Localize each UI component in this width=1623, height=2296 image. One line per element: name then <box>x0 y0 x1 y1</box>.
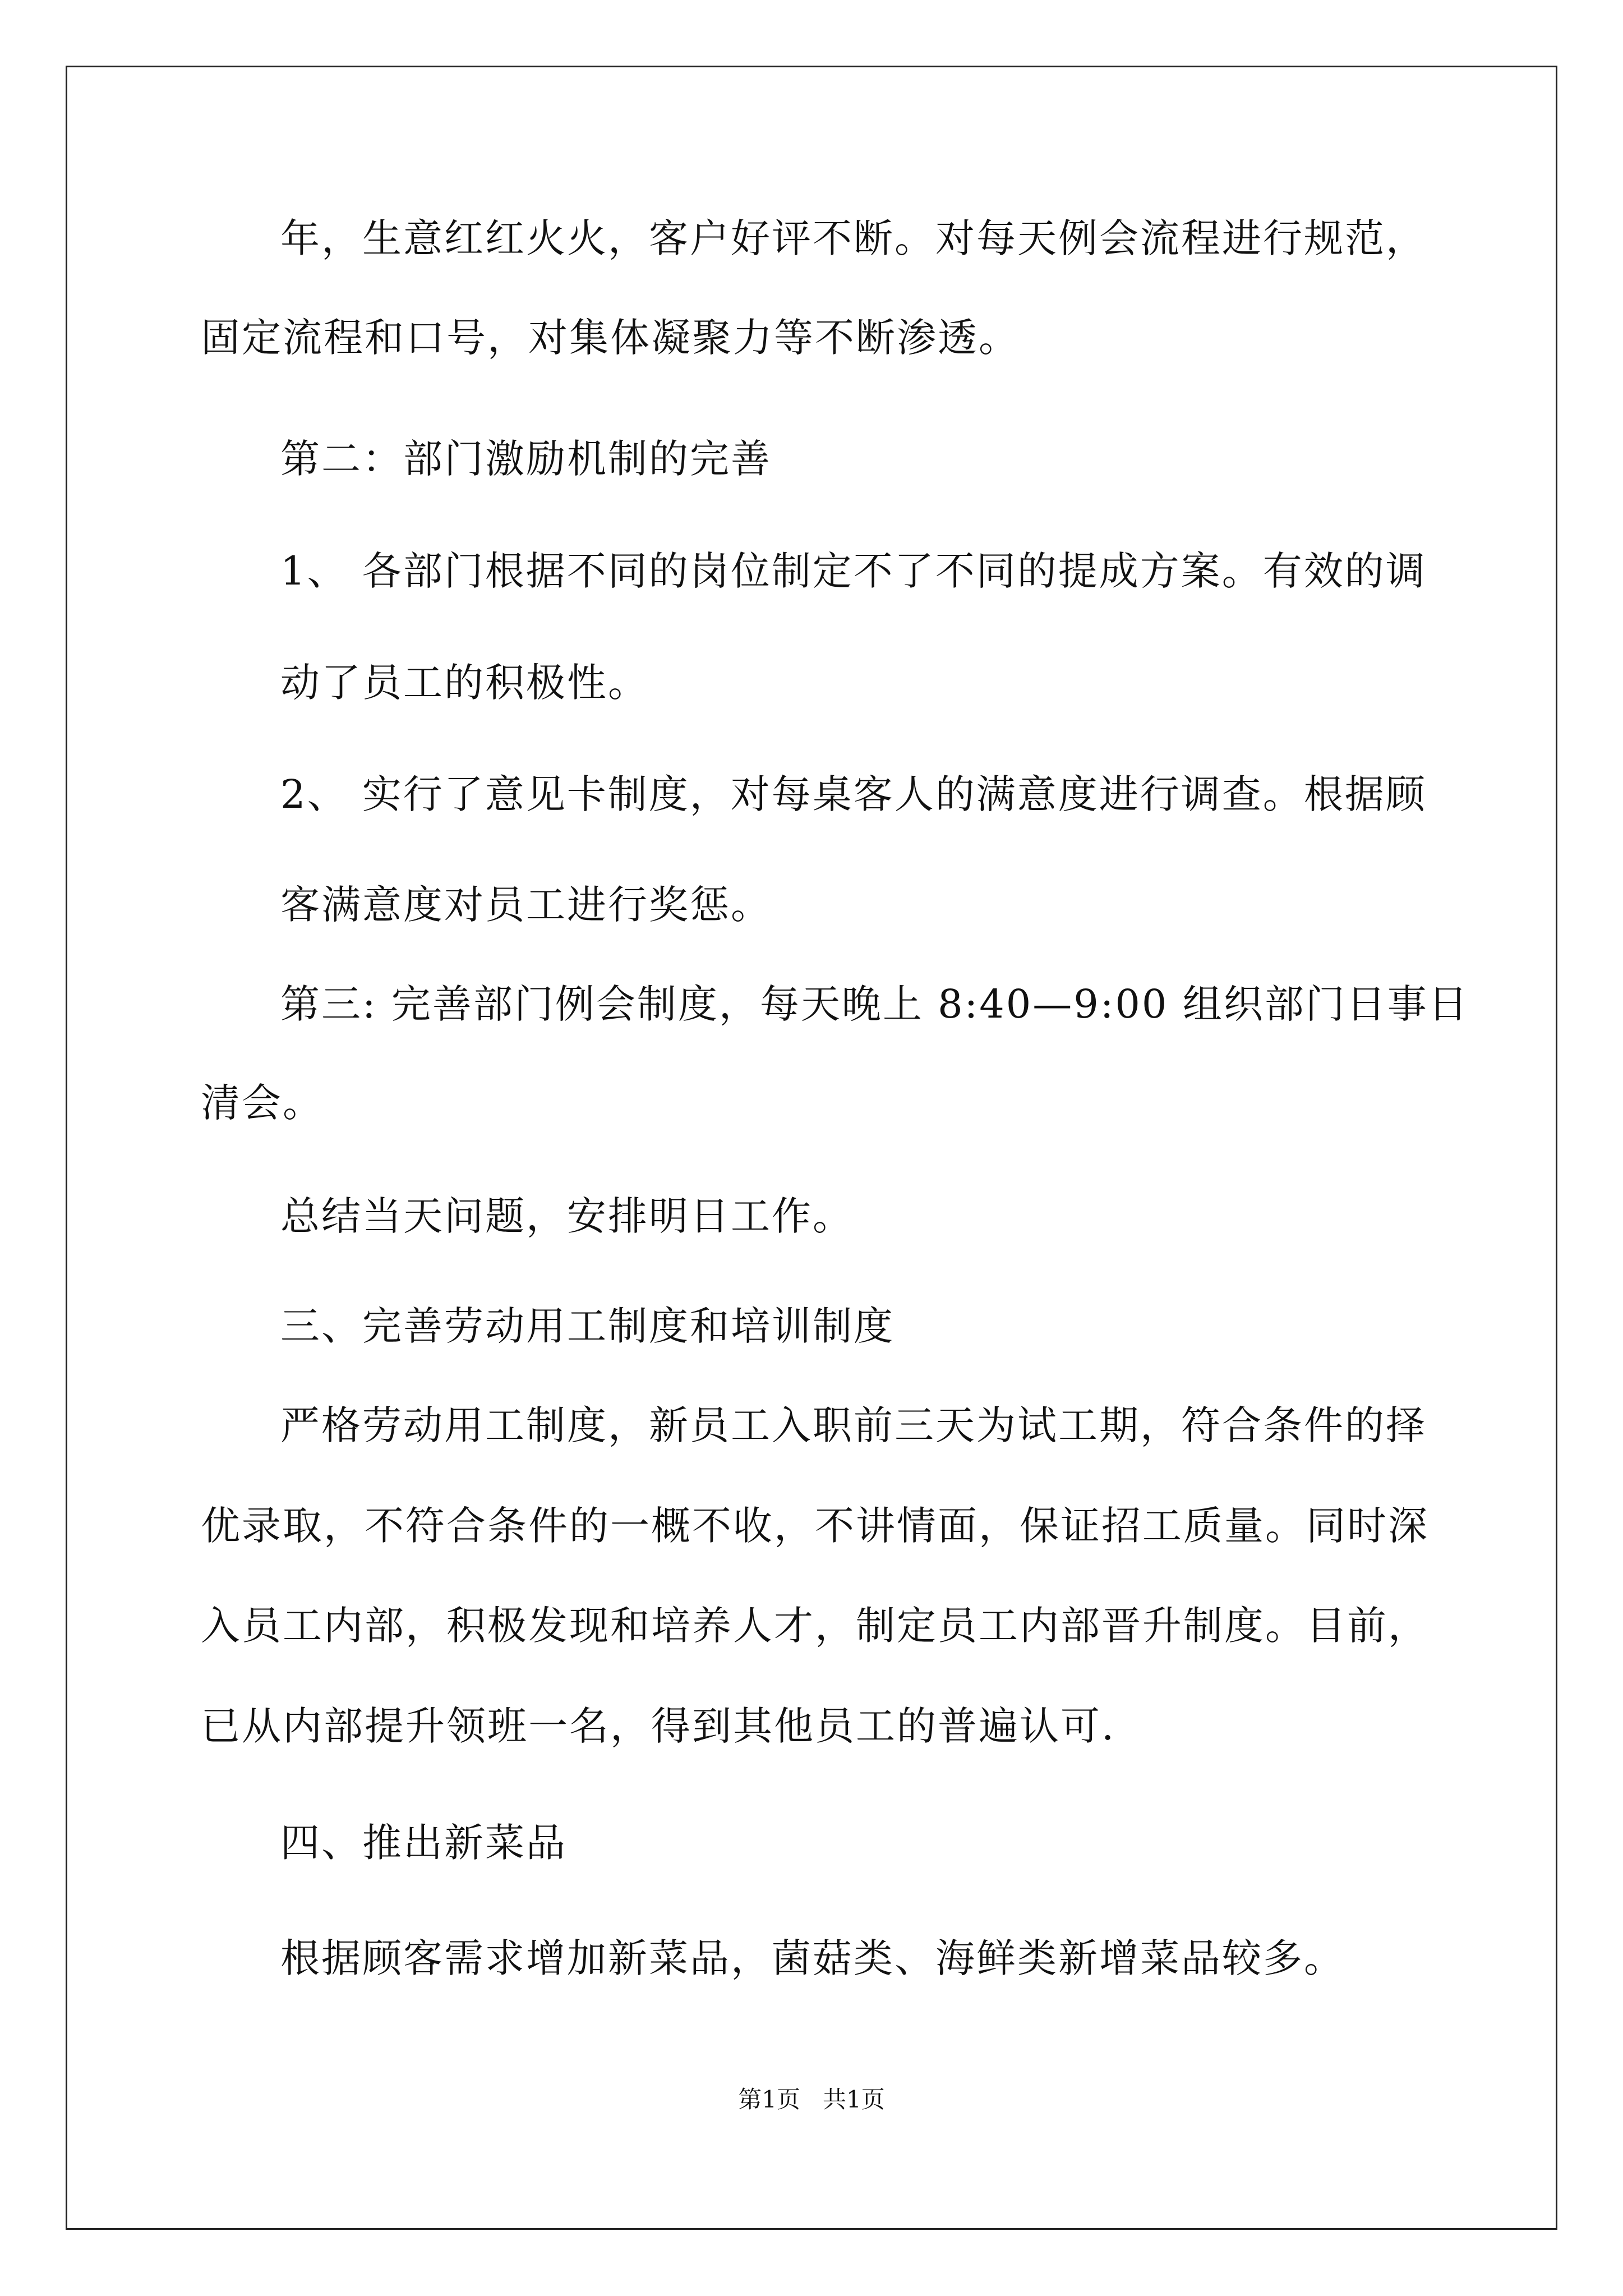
section-heading: 四、推出新菜品 <box>280 1820 567 1866</box>
section-heading: 第三: 完善部门例会制度，每天晚上 8:40—9:00 组织部门日事日 <box>280 981 1469 1027</box>
list-item: 1、 各部门根据不同的岗位制定不了不同的提成方案。有效的调 <box>280 548 1427 594</box>
body-line: 总结当天问题，安排明日工作。 <box>280 1193 854 1239</box>
body-line: 清会。 <box>201 1080 324 1126</box>
page-total: 共1页 <box>823 2086 885 2113</box>
body-line: 动了员工的积极性。 <box>280 660 649 706</box>
section-heading: 三、完善劳动用工制度和培训制度 <box>280 1303 895 1349</box>
body-line: 客满意度对员工进行奖惩。 <box>280 882 772 928</box>
section-heading: 第二：部门激励机制的完善 <box>280 436 772 482</box>
body-line: 优录取，不符合条件的一概不收，不讲情面，保证招工质量。同时深 <box>201 1503 1429 1549</box>
body-line: 入员工内部，积极发现和培养人才，制定员工内部晋升制度。目前， <box>201 1603 1429 1649</box>
page-number: 第1页 <box>738 2086 800 2113</box>
body-line: 严格劳动用工制度，新员工入职前三天为试工期，符合条件的择 <box>280 1402 1427 1448</box>
body-line: 年，生意红红火火，客户好评不断。对每天例会流程进行规范， <box>280 215 1427 261</box>
body-line: 根据顾客需求增加新菜品，菌菇类、海鲜类新增菜品较多。 <box>280 1935 1345 1981</box>
page-footer <box>0 2084 1623 2115</box>
body-line: 固定流程和口号，对集体凝聚力等不断渗透。 <box>201 315 1020 361</box>
list-item: 2、 实行了意见卡制度，对每桌客人的满意度进行调查。根据顾 <box>280 771 1427 817</box>
page-border <box>66 66 1557 2230</box>
body-line: 已从内部提升领班一名，得到其他员工的普遍认可. <box>201 1703 1116 1749</box>
